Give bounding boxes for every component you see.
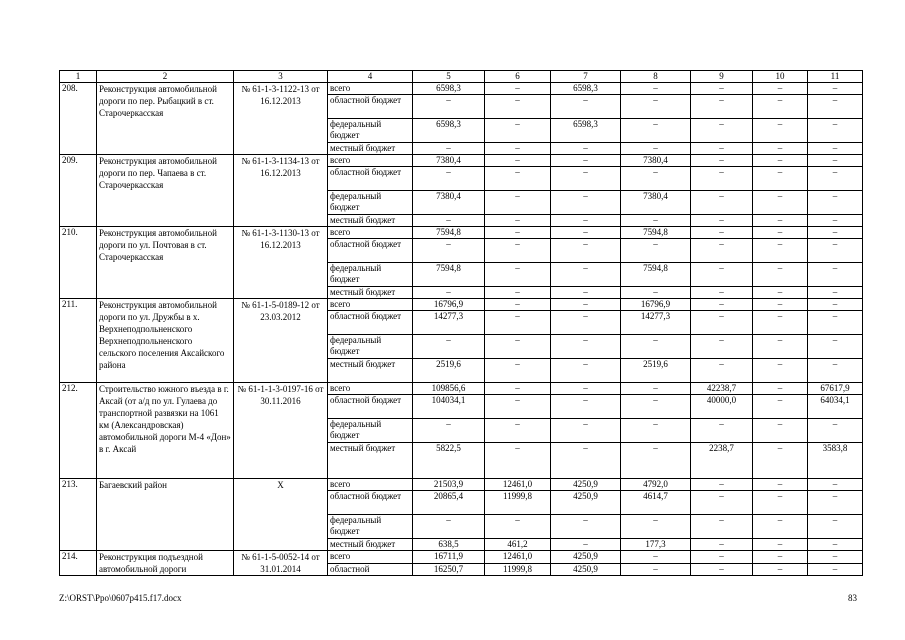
footer-file-path: Z:\ORST\Ppo\0607p415.f17.docx [59, 593, 182, 603]
amount-cell: – [753, 83, 808, 95]
amount-cell: – [753, 563, 808, 576]
amount-cell: – [808, 359, 863, 383]
amount-cell: – [808, 491, 863, 515]
amount-cell: 461,2 [485, 539, 551, 551]
column-number: 3 [234, 71, 328, 83]
amount-cell: 67617,9 [808, 383, 863, 395]
object-name: Багаевский район [97, 479, 234, 551]
amount-cell: 7594,8 [621, 263, 691, 287]
object-name: Строительство южного въезда в г. Аксай (от а/д по ул. Гулаева до транспортной развязки на 1061 км (Александровская) автомобильной дороги М-4 «Дон» в г. Аксай [97, 383, 234, 479]
amount-cell: – [808, 227, 863, 239]
amount-cell: 7594,8 [621, 227, 691, 239]
amount-cell: – [551, 167, 621, 191]
column-number: 9 [691, 71, 753, 83]
document-number: № 61-1-5-0052-14 от 31.01.2014 [234, 551, 328, 576]
amount-cell: – [621, 143, 691, 155]
amount-cell: 4250,9 [551, 491, 621, 515]
amount-cell: – [413, 287, 485, 299]
amount-cell: – [621, 167, 691, 191]
amount-cell: – [551, 419, 621, 443]
amount-cell: – [753, 383, 808, 395]
amount-cell: – [551, 95, 621, 119]
funding-source: областной бюджет [328, 239, 413, 263]
amount-cell: – [691, 155, 753, 167]
amount-cell: 64034,1 [808, 395, 863, 419]
row-number: 212. [60, 383, 97, 479]
amount-cell: – [621, 119, 691, 143]
amount-cell: – [485, 95, 551, 119]
amount-cell: – [551, 359, 621, 383]
funding-source: федеральный бюджет [328, 419, 413, 443]
funding-source: местный бюджет [328, 359, 413, 383]
amount-cell: – [551, 263, 621, 287]
amount-cell: – [753, 299, 808, 311]
funding-source: всего [328, 299, 413, 311]
funding-source: областной бюджет [328, 167, 413, 191]
row-number: 208. [60, 83, 97, 155]
funding-source: местный бюджет [328, 143, 413, 155]
amount-cell: – [691, 83, 753, 95]
amount-cell: – [485, 155, 551, 167]
amount-cell: – [551, 539, 621, 551]
amount-cell: – [753, 479, 808, 491]
amount-cell: – [621, 95, 691, 119]
amount-cell: 14277,3 [621, 311, 691, 335]
amount-cell: – [691, 551, 753, 564]
amount-cell: – [621, 335, 691, 359]
amount-cell: – [485, 263, 551, 287]
amount-cell: – [691, 119, 753, 143]
amount-cell: – [551, 383, 621, 395]
amount-cell: 11999,8 [485, 563, 551, 576]
amount-cell: – [485, 119, 551, 143]
table-row [60, 155, 863, 167]
amount-cell: – [413, 215, 485, 227]
amount-cell: – [551, 287, 621, 299]
amount-cell: 7380,4 [413, 155, 485, 167]
amount-cell: – [413, 335, 485, 359]
funding-source: областной бюджет [328, 95, 413, 119]
amount-cell: – [691, 287, 753, 299]
funding-source: всего [328, 479, 413, 491]
amount-cell: 7594,8 [413, 263, 485, 287]
amount-cell: – [413, 515, 485, 539]
amount-cell: – [753, 287, 808, 299]
column-number: 11 [808, 71, 863, 83]
amount-cell: – [691, 419, 753, 443]
amount-cell: 4250,9 [551, 563, 621, 576]
amount-cell: – [808, 167, 863, 191]
column-number: 1 [60, 71, 97, 83]
amount-cell: – [485, 515, 551, 539]
amount-cell: – [485, 239, 551, 263]
budget-table-page [59, 70, 862, 576]
amount-cell: 7380,4 [621, 191, 691, 215]
amount-cell: – [485, 335, 551, 359]
document-number: № 61-1-1-3-0197-16 от 30.11.2016 [234, 383, 328, 479]
amount-cell: – [808, 143, 863, 155]
amount-cell: – [691, 167, 753, 191]
column-number: 4 [328, 71, 413, 83]
funding-source: федеральный бюджет [328, 335, 413, 359]
amount-cell: – [753, 191, 808, 215]
object-name: Реконструкция подъездной автомобильной дороги [97, 551, 234, 576]
amount-cell: – [691, 479, 753, 491]
amount-cell: – [485, 143, 551, 155]
amount-cell: – [808, 191, 863, 215]
amount-cell: – [413, 143, 485, 155]
row-number: 209. [60, 155, 97, 227]
amount-cell: – [808, 311, 863, 335]
amount-cell: – [551, 143, 621, 155]
amount-cell: – [551, 311, 621, 335]
amount-cell: – [808, 515, 863, 539]
amount-cell: 4614,7 [621, 491, 691, 515]
funding-source: федеральный бюджет [328, 119, 413, 143]
amount-cell: – [485, 191, 551, 215]
amount-cell: – [753, 539, 808, 551]
amount-cell: – [808, 287, 863, 299]
amount-cell: 4250,9 [551, 479, 621, 491]
row-number: 211. [60, 299, 97, 383]
amount-cell: – [808, 335, 863, 359]
amount-cell: – [808, 551, 863, 564]
funding-source: местный бюджет [328, 215, 413, 227]
amount-cell: – [485, 299, 551, 311]
table-row [60, 227, 863, 239]
amount-cell: – [753, 167, 808, 191]
funding-source: областной [328, 563, 413, 576]
amount-cell: – [485, 215, 551, 227]
amount-cell: 4792,0 [621, 479, 691, 491]
amount-cell: 16796,9 [621, 299, 691, 311]
amount-cell: – [485, 83, 551, 95]
amount-cell: – [621, 287, 691, 299]
funding-source: областной бюджет [328, 395, 413, 419]
amount-cell: – [485, 359, 551, 383]
object-name: Реконструкция автомобильной дороги по пер. Рыбацкий в ст. Старочеркасская [97, 83, 234, 155]
amount-cell: – [621, 551, 691, 564]
table-row [60, 83, 863, 95]
amount-cell: – [485, 419, 551, 443]
row-number: 213. [60, 479, 97, 551]
amount-cell: – [621, 563, 691, 576]
amount-cell: 177,3 [621, 539, 691, 551]
amount-cell: 4250,9 [551, 551, 621, 564]
funding-source: областной бюджет [328, 491, 413, 515]
table-row [60, 299, 863, 311]
amount-cell: – [753, 155, 808, 167]
amount-cell: – [808, 539, 863, 551]
column-number: 2 [97, 71, 234, 83]
amount-cell: – [691, 227, 753, 239]
table-row [60, 383, 863, 395]
amount-cell: – [808, 215, 863, 227]
amount-cell: – [551, 395, 621, 419]
amount-cell: – [621, 383, 691, 395]
column-number: 10 [753, 71, 808, 83]
budget-table [59, 70, 863, 576]
column-number: 6 [485, 71, 551, 83]
amount-cell: – [753, 311, 808, 335]
amount-cell: – [551, 215, 621, 227]
amount-cell: – [485, 395, 551, 419]
amount-cell: – [485, 167, 551, 191]
column-number: 5 [413, 71, 485, 83]
funding-source: всего [328, 227, 413, 239]
amount-cell: 104034,1 [413, 395, 485, 419]
amount-cell: 21503,9 [413, 479, 485, 491]
amount-cell: 12461,0 [485, 479, 551, 491]
amount-cell: 12461,0 [485, 551, 551, 564]
amount-cell: – [808, 419, 863, 443]
amount-cell: – [551, 335, 621, 359]
amount-cell: – [753, 443, 808, 479]
amount-cell: – [551, 515, 621, 539]
amount-cell: 2519,6 [413, 359, 485, 383]
amount-cell: – [753, 515, 808, 539]
amount-cell: – [621, 515, 691, 539]
row-number: 214. [60, 551, 97, 576]
amount-cell: – [691, 359, 753, 383]
amount-cell: 5822,5 [413, 443, 485, 479]
funding-source: местный бюджет [328, 287, 413, 299]
amount-cell: – [691, 263, 753, 287]
object-name: Реконструкция автомобильной дороги по пер. Чапаева в ст. Старочеркасская [97, 155, 234, 227]
amount-cell: – [753, 419, 808, 443]
amount-cell: 11999,8 [485, 491, 551, 515]
amount-cell: – [691, 239, 753, 263]
amount-cell: – [808, 155, 863, 167]
amount-cell: 7594,8 [413, 227, 485, 239]
funding-source: федеральный бюджет [328, 515, 413, 539]
amount-cell: 7380,4 [413, 191, 485, 215]
amount-cell: – [413, 167, 485, 191]
amount-cell: – [753, 263, 808, 287]
amount-cell: 3583,8 [808, 443, 863, 479]
table-row [60, 479, 863, 491]
document-number: № 61-1-3-1134-13 от 16.12.2013 [234, 155, 328, 227]
amount-cell: – [808, 119, 863, 143]
funding-source: федеральный бюджет [328, 263, 413, 287]
amount-cell: 109856,6 [413, 383, 485, 395]
table-row [60, 551, 863, 564]
amount-cell: – [691, 311, 753, 335]
amount-cell: – [413, 95, 485, 119]
amount-cell: 2238,7 [691, 443, 753, 479]
amount-cell: – [753, 227, 808, 239]
amount-cell: – [621, 215, 691, 227]
document-number: № 61-1-3-1122-13 от 16.12.2013 [234, 83, 328, 155]
amount-cell: – [621, 443, 691, 479]
amount-cell: – [551, 299, 621, 311]
amount-cell: 16796,9 [413, 299, 485, 311]
page-number: 83 [848, 593, 857, 603]
amount-cell: 16711,9 [413, 551, 485, 564]
amount-cell: 6598,3 [551, 83, 621, 95]
amount-cell: – [621, 83, 691, 95]
amount-cell: – [413, 239, 485, 263]
amount-cell: – [691, 335, 753, 359]
amount-cell: – [691, 299, 753, 311]
amount-cell: – [753, 491, 808, 515]
amount-cell: 40000,0 [691, 395, 753, 419]
column-number: 8 [621, 71, 691, 83]
amount-cell: – [753, 215, 808, 227]
amount-cell: – [753, 95, 808, 119]
amount-cell: – [621, 395, 691, 419]
amount-cell: – [621, 239, 691, 263]
amount-cell: 42238,7 [691, 383, 753, 395]
funding-source: федеральный бюджет [328, 191, 413, 215]
amount-cell: – [551, 191, 621, 215]
amount-cell: 638,5 [413, 539, 485, 551]
amount-cell: – [691, 191, 753, 215]
funding-source: местный бюджет [328, 443, 413, 479]
amount-cell: – [485, 311, 551, 335]
amount-cell: – [808, 299, 863, 311]
object-name: Реконструкция автомобильной дороги по ул. Почтовая в ст. Старочеркасская [97, 227, 234, 299]
amount-cell: – [551, 239, 621, 263]
amount-cell: – [691, 95, 753, 119]
amount-cell: – [691, 491, 753, 515]
funding-source: всего [328, 155, 413, 167]
amount-cell: – [753, 359, 808, 383]
document-number: № 61-1-3-1130-13 от 16.12.2013 [234, 227, 328, 299]
amount-cell: – [691, 515, 753, 539]
amount-cell: – [485, 287, 551, 299]
amount-cell: 16250,7 [413, 563, 485, 576]
amount-cell: 20865,4 [413, 491, 485, 515]
amount-cell: – [808, 263, 863, 287]
amount-cell: – [753, 395, 808, 419]
amount-cell: – [485, 443, 551, 479]
funding-source: всего [328, 551, 413, 564]
amount-cell: 7380,4 [621, 155, 691, 167]
amount-cell: – [808, 479, 863, 491]
amount-cell: – [691, 143, 753, 155]
amount-cell: 6598,3 [413, 119, 485, 143]
document-number: X [234, 479, 328, 551]
amount-cell: – [808, 563, 863, 576]
funding-source: областной бюджет [328, 311, 413, 335]
object-name: Реконструкция автомобильной дороги по ул. Дружбы в х. Верхнеподпольненского Верхнеподпольненского сельского поселения Аксайского района [97, 299, 234, 383]
amount-cell: 6598,3 [413, 83, 485, 95]
amount-cell: – [753, 143, 808, 155]
amount-cell: – [691, 563, 753, 576]
document-number: № 61-1-5-0189-12 от 23.03.2012 [234, 299, 328, 383]
amount-cell: – [551, 227, 621, 239]
amount-cell: – [551, 155, 621, 167]
amount-cell: – [691, 539, 753, 551]
amount-cell: – [808, 95, 863, 119]
amount-cell: – [753, 335, 808, 359]
column-number-row [60, 71, 863, 83]
amount-cell: – [621, 419, 691, 443]
amount-cell: – [691, 215, 753, 227]
funding-source: местный бюджет [328, 539, 413, 551]
amount-cell: – [485, 227, 551, 239]
amount-cell: 14277,3 [413, 311, 485, 335]
amount-cell: – [551, 443, 621, 479]
amount-cell: – [753, 551, 808, 564]
row-number: 210. [60, 227, 97, 299]
amount-cell: – [808, 239, 863, 263]
amount-cell: – [808, 83, 863, 95]
amount-cell: 6598,3 [551, 119, 621, 143]
amount-cell: – [753, 119, 808, 143]
amount-cell: 2519,6 [621, 359, 691, 383]
amount-cell: – [413, 419, 485, 443]
amount-cell: – [485, 383, 551, 395]
funding-source: всего [328, 383, 413, 395]
funding-source: всего [328, 83, 413, 95]
amount-cell: – [753, 239, 808, 263]
column-number: 7 [551, 71, 621, 83]
